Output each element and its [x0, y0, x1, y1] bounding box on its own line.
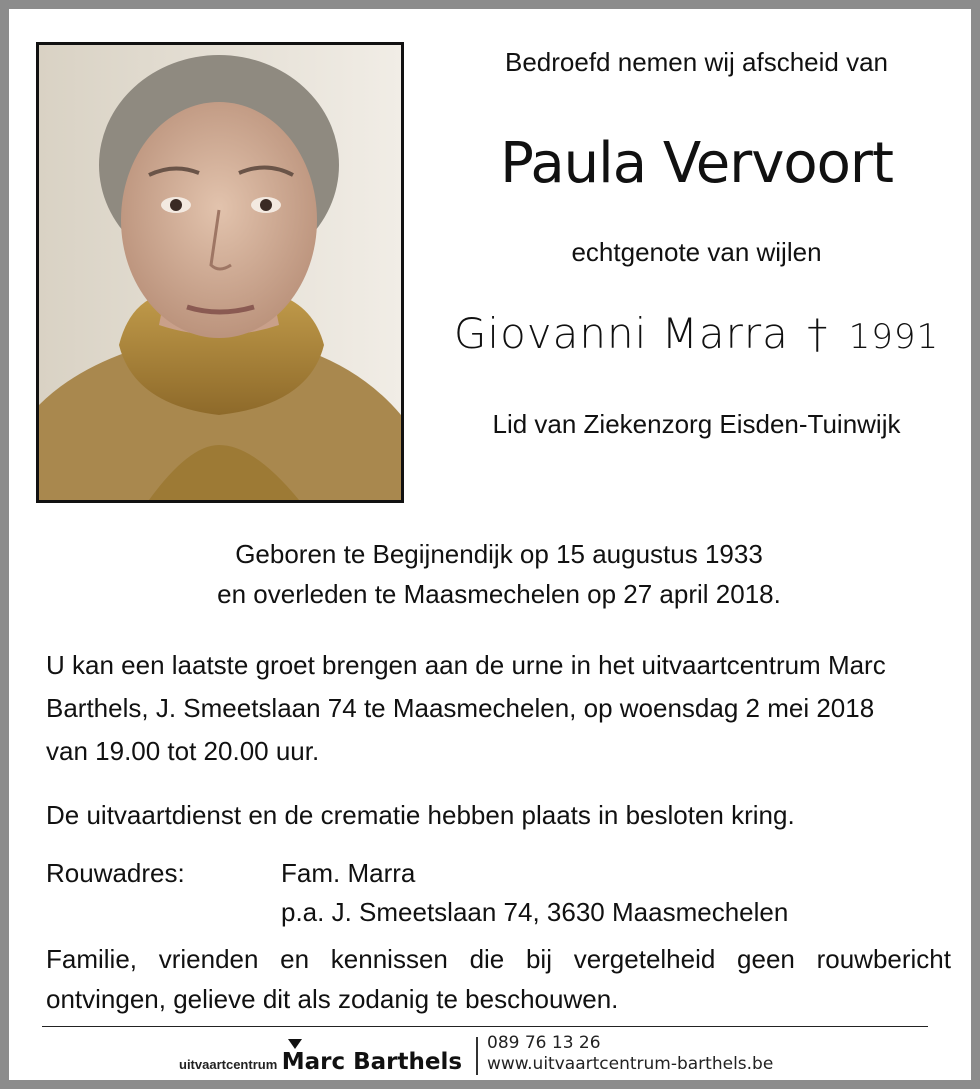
portrait-photo: [36, 42, 404, 503]
intro-text: Bedroefd nemen wij afscheid van: [504, 47, 888, 77]
deceased-name: Paula Vervoort: [500, 131, 893, 196]
notice-line: ontvingen, gelieve dit als zodanig te beschouwen.: [46, 984, 619, 1014]
triangle-down-icon: [288, 1039, 302, 1049]
visitation-line: U kan een laatste groet brengen aan de urne in het uitvaartcentrum Marc: [46, 650, 886, 680]
brand-name: Marc Barthels: [281, 1049, 463, 1075]
website-link[interactable]: www.uitvaartcentrum-barthels.be: [487, 1054, 774, 1074]
footer-contact: [487, 1033, 773, 1075]
mourning-address-line: Fam. Marra: [281, 858, 416, 888]
death-line: en overleden te Maasmechelen op 27 april 2018.: [217, 579, 781, 609]
brand-prefix: uitvaartcentrum: [179, 1057, 278, 1072]
birth-death-block: [9, 534, 980, 614]
notice-paragraph: [46, 939, 951, 1019]
spouse-line: [409, 309, 980, 358]
ceremony-paragraph: De uitvaartdienst en de crematie hebben plaats in besloten kring.: [46, 800, 795, 830]
portrait-illustration: [39, 45, 401, 500]
footer-divider: [42, 1026, 928, 1027]
membership-text: Lid van Ziekenzorg Eisden-Tuinwijk: [492, 409, 901, 439]
funeral-home-logo: [179, 1049, 462, 1075]
visitation-line: van 19.00 tot 20.00 uur.: [46, 736, 320, 766]
visitation-paragraph: [46, 644, 956, 773]
mourning-address: [281, 854, 788, 932]
notice-line: Familie, vrienden en kennissen die bij vergetelheid geen rouwbericht: [46, 944, 951, 974]
footer-separator: [476, 1037, 478, 1075]
spouse-death-year: 1991: [848, 317, 940, 357]
spouse-intro-text: echtgenote van wijlen: [571, 237, 822, 267]
visitation-line: Barthels, J. Smeetslaan 74 te Maasmechelen, op woensdag 2 mei 2018: [46, 693, 875, 723]
cross-icon: †: [807, 312, 829, 358]
phone-number: 089 76 13 26: [487, 1033, 601, 1053]
mourning-address-label: Rouwadres:: [46, 858, 185, 888]
mourning-address-line: p.a. J. Smeetslaan 74, 3630 Maasmechelen: [281, 897, 789, 927]
spouse-name: Giovanni Marra: [453, 309, 789, 358]
birth-line: Geboren te Begijnendijk op 15 augustus 1933: [235, 539, 763, 569]
